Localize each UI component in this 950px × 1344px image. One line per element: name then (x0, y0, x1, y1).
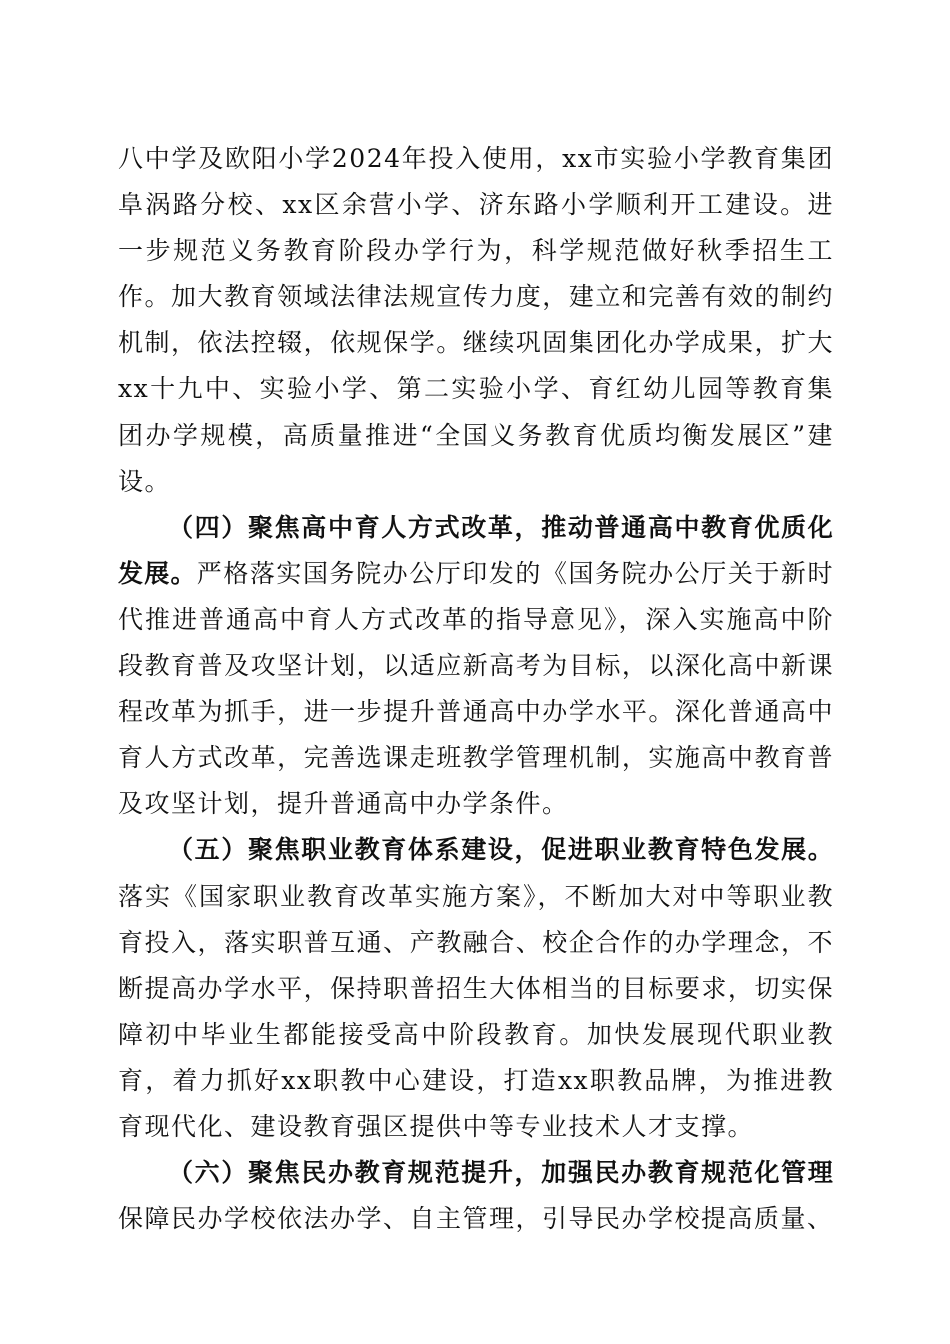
section-heading-4: （四）聚焦高中育人方式改革，推动普通高中教育优质化发展。 (118, 512, 834, 588)
paragraph-section-4 (118, 505, 834, 828)
paragraph-continuation (118, 136, 834, 505)
paragraph-text: 八中学及欧阳小学2024年投入使用，xx市实验小学教育集团阜涡路分校、xx区余营小学、济东路小学顺利开工建设。进一步规范义务教育阶段办学行为，科学规范做好秋季招生工作。加大教育领域法律法规宣传力度，建立和完善有效的制约机制，依法控辍，依规保学。继续巩固集团化办学成果，扩大xx十九中、实验小学、第二实验小学、育红幼儿园等教育集团办学规模，高质量推进“全国义务教育优质均衡发展区”建设。 (118, 144, 834, 496)
paragraph-section-5 (118, 827, 834, 1150)
paragraph-text: 保障民办学校依法办学、自主管理，引导民办学校提高质量、 (118, 1204, 834, 1234)
section-heading-5: （五）聚焦职业教育体系建设，促进职业教育特色发展。 (168, 835, 834, 865)
section-heading-6: （六）聚焦民办教育规范提升，加强民办教育规范化管理 (168, 1158, 834, 1188)
paragraph-section-6 (118, 1150, 834, 1242)
paragraph-text: 严格落实国务院办公厅印发的《国务院办公厅关于新时代推进普通高中育人方式改革的指导意见》，深入实施高中阶段教育普及攻坚计划，以适应新高考为目标，以深化高中新课程改革为抓手，进一步提升普通高中办学水平。深化普通高中育人方式改革，完善选课走班教学管理机制，实施高中教育普及攻坚计划，提升普通高中办学条件。 (118, 558, 834, 819)
document-body (118, 136, 834, 1242)
paragraph-text: 落实《国家职业教育改革实施方案》，不断加大对中等职业教育投入，落实职普互通、产教融合、校企合作的办学理念，不断提高办学水平，保持职普招生大体相当的目标要求，切实保障初中毕业生都能接受高中阶段教育。加快发展现代职业教育，着力抓好xx职教中心建设，打造xx职教品牌，为推进教育现代化、建设教育强区提供中等专业技术人才支撑。 (118, 881, 834, 1141)
